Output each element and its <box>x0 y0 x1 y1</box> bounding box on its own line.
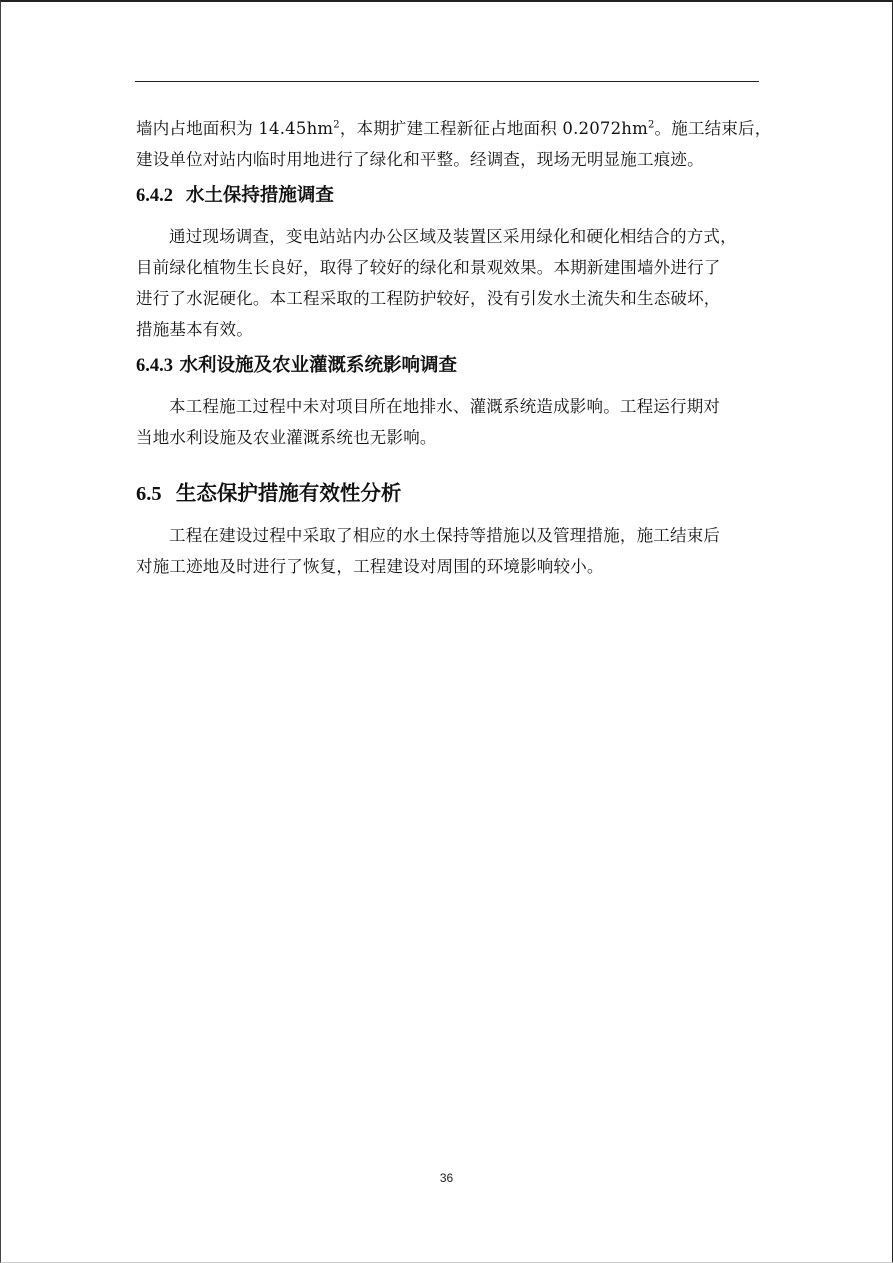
document-body <box>136 113 772 582</box>
paragraph-line: 措施基本有效。 <box>136 320 253 339</box>
page-number: 36 <box>439 1171 454 1185</box>
paragraph-line: 本工程施工过程中未对项目所在地排水、灌溉系统造成影响。工程运行期对 <box>169 397 721 416</box>
heading-6-4-3 <box>136 354 760 378</box>
superscript-2: 2 <box>647 119 655 131</box>
header-rule <box>135 81 759 82</box>
paragraph-line: 通过现场调查，变电站站内办公区域及装置区采用绿化和硬化相结合的方式， <box>169 227 737 246</box>
heading-6-4-2 <box>136 184 760 208</box>
paragraph-line: 进行了水泥硬化。本工程采取的工程防护较好，没有引发水土流失和生态破坏， <box>136 289 721 308</box>
intro-line-1-part-b: ，本期扩建工程新征占地面积 0.2072hm <box>339 119 648 138</box>
superscript-2: 2 <box>333 119 340 131</box>
paragraph-6-5 <box>136 520 760 582</box>
intro-line-2: 建设单位对站内临时用地进行了绿化和平整。经调查，现场无明显施工痕迹。 <box>136 150 704 169</box>
paragraph-line: 对施工迹地及时进行了恢复，工程建设对周围的环境影响较小。 <box>136 557 604 576</box>
heading-title: 生态保护措施有效性分析 <box>175 481 402 505</box>
paragraph-line: 工程在建设过程中采取了相应的水土保持等措施以及管理措施，施工结束后 <box>169 526 721 545</box>
paragraph-6-4-3 <box>136 391 760 453</box>
heading-title: 水利设施及农业灌溉系统影响调查 <box>179 355 457 376</box>
paragraph-6-4-2 <box>136 221 760 345</box>
paragraph-line: 目前绿化植物生长良好，取得了较好的绿化和景观效果。本期新建围墙外进行了 <box>136 258 721 277</box>
heading-number: 6.4.3 <box>136 356 173 376</box>
intro-line-1-part-a: 墙内占地面积为 14.45hm <box>136 119 334 138</box>
heading-6-5 <box>136 480 760 507</box>
paragraph-line: 当地水利设施及农业灌溉系统也无影响。 <box>136 428 437 447</box>
heading-title: 水土保持措施调查 <box>185 185 334 206</box>
heading-number: 6.4.2 <box>136 186 173 206</box>
intro-line-1-part-c: 。施工结束后， <box>654 119 772 138</box>
intro-paragraph <box>136 113 772 175</box>
intro-line-1 <box>136 113 772 144</box>
heading-number: 6.5 <box>136 483 162 505</box>
